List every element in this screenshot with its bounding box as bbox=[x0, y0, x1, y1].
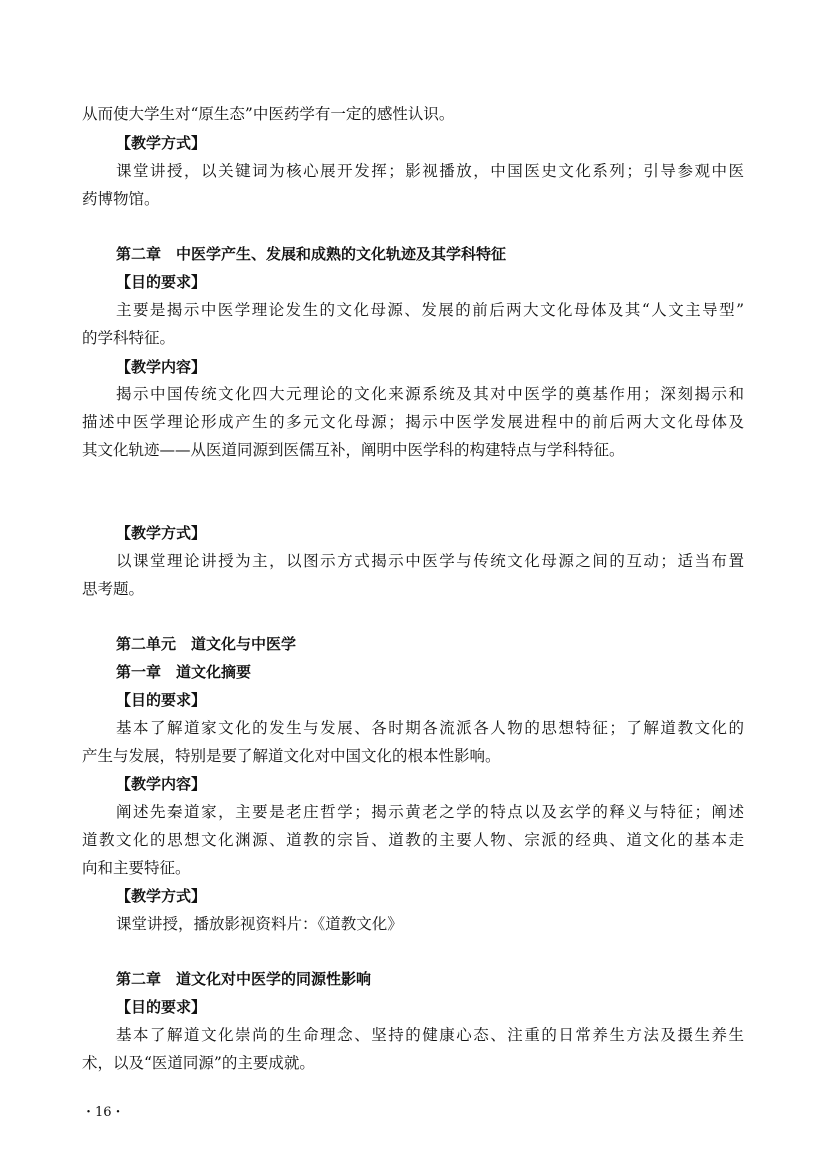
page-number: ・16・ bbox=[82, 1105, 125, 1120]
paragraph-line: 思考题。 bbox=[82, 580, 145, 598]
paragraph-line: 描述中医学理论形成产生的多元文化母源；揭示中医学发展进程中的前后两大文化母体及 bbox=[82, 413, 744, 431]
paragraph-line: 课堂讲授，以关键词为核心展开发挥；影视播放，中国医史文化系列；引导参观中医 bbox=[116, 162, 744, 180]
paragraph-line: 其文化轨迹——从医道同源到医儒互补，阐明中医学科的构建特点与学科特征。 bbox=[82, 441, 625, 459]
paragraph-line: 术，以及“医道同源”的主要成就。 bbox=[82, 1054, 315, 1072]
paragraph-line: 主要是揭示中医学理论发生的文化母源、发展的前后两大文化母体及其“人文主导型” bbox=[116, 301, 744, 319]
chapter-heading: 第二章 道文化对中医学的同源性影响 bbox=[116, 970, 372, 988]
section-label: 【教学内容】 bbox=[116, 775, 207, 793]
section-label: 【目的要求】 bbox=[116, 998, 207, 1016]
paragraph-line: 阐述先秦道家，主要是老庄哲学；揭示黄老之学的特点以及玄学的释义与特征；阐述 bbox=[116, 803, 744, 821]
paragraph-line: 课堂讲授，播放影视资料片：《道教文化》 bbox=[116, 915, 403, 933]
paragraph-line: 从而使大学生对“原生态”中医药学有一定的感性认识。 bbox=[82, 105, 455, 123]
section-label: 【目的要求】 bbox=[116, 691, 207, 709]
section-label: 【教学方式】 bbox=[116, 134, 207, 152]
paragraph-line: 药博物馆。 bbox=[82, 190, 160, 208]
paragraph-line: 基本了解道家文化的发生与发展、各时期各流派各人物的思想特征；了解道教文化的 bbox=[116, 719, 744, 737]
section-label: 【教学内容】 bbox=[116, 358, 207, 376]
paragraph-line: 以课堂理论讲授为主，以图示方式揭示中医学与传统文化母源之间的互动；适当布置 bbox=[116, 552, 744, 570]
paragraph-line: 道教文化的思想文化渊源、道教的宗旨、道教的主要人物、宗派的经典、道文化的基本走 bbox=[82, 831, 744, 849]
paragraph-line: 的学科特征。 bbox=[82, 329, 176, 347]
section-label: 【教学方式】 bbox=[116, 524, 207, 542]
chapter-heading: 第一章 道文化摘要 bbox=[116, 663, 252, 681]
section-label: 【教学方式】 bbox=[116, 887, 207, 905]
chapter-heading: 第二章 中医学产生、发展和成熟的文化轨迹及其学科特征 bbox=[116, 245, 507, 263]
paragraph-line: 揭示中国传统文化四大元理论的文化来源系统及其对中医学的奠基作用；深刻揭示和 bbox=[116, 385, 744, 403]
paragraph-line: 向和主要特征。 bbox=[82, 859, 191, 877]
section-label: 【目的要求】 bbox=[116, 273, 207, 291]
paragraph-line: 产生与发展，特别是要了解道文化对中国文化的根本性影响。 bbox=[82, 747, 501, 765]
paragraph-line: 基本了解道文化崇尚的生命理念、坚持的健康心态、注重的日常养生方法及摄生养生 bbox=[116, 1026, 744, 1044]
unit-heading: 第二单元 道文化与中医学 bbox=[116, 635, 297, 653]
